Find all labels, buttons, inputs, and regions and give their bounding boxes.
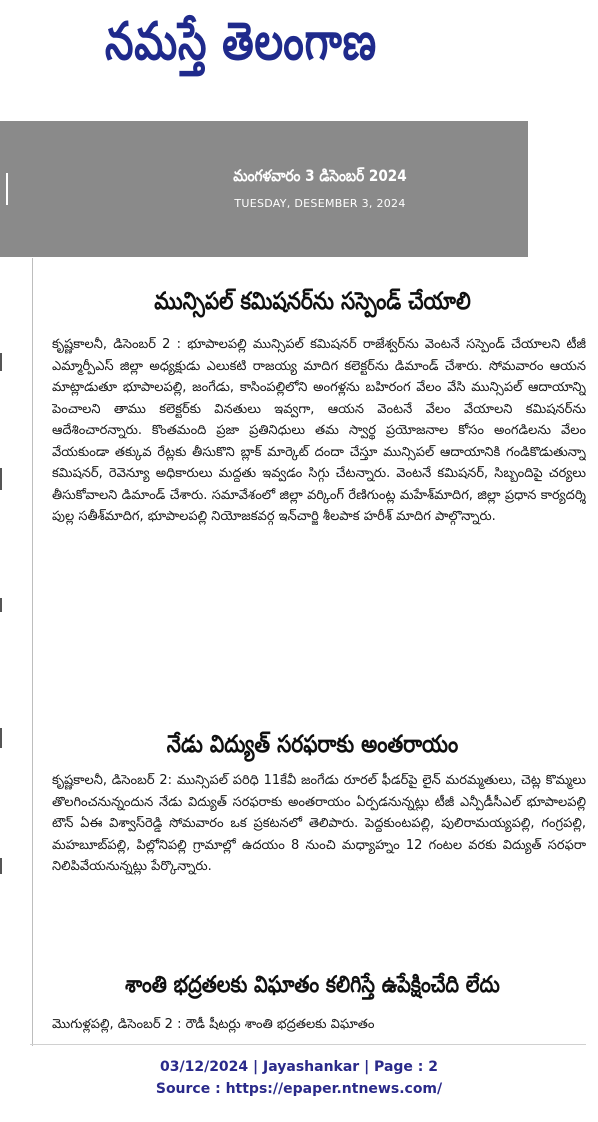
article-2-body: కృష్ణకాలనీ, డిసెంబర్ 2: మున్సిపల్ పరిధి 11కేవీ జంగేడు రూరల్ ఫీడర్‌పై లైన్ మరమ్మతులు, చెట్ల కొమ్మలు తొలగించనున్నందున నేడు విద్యుత్ సరఫరాకు అంతరాయం ఏర్పడనున్నట్లు టీజీ ఎన్పీడీసీఎల్ భూపాలపల్లి టౌన్ ఏఈ విశ్వాస్‌రెడ్డి సోమవారం ఒక ప్రకటనలో తెలిపారు. పెద్దకుంటపల్లి, పులిరామయ్యపల్లి, గంగ్రపల్లి, మహబూబ్‌పల్లి, పిల్లోనిపల్లి గ్రామాల్లో ఉదయం 8 నుంచి మధ్యాహ్నం 12 గంటల వరకు విద్యుత్ సరఫరా నిలిపివేయనున్నట్లు పేర్కొన్నారు.	[52, 773, 586, 874]
newspaper-logo: నమస్తే తెలంగాణ	[105, 12, 377, 72]
footer-edition-line: 03/12/2024 | Jayashankar | Page : 2	[160, 1059, 438, 1075]
edition-date-english: TUESDAY, DESEMBER 3, 2024	[234, 197, 406, 210]
column-divider	[32, 258, 33, 1046]
article-1-headline: మున్సిపల్ కమిషనర్‌ను సస్పెండ్ చేయాలి	[154, 287, 471, 315]
date-band	[0, 121, 528, 257]
adjacent-column-edge	[0, 258, 14, 1048]
article-3-headline: శాంతి భద్రతలకు విఘాతం కలిగిస్తే ఉపేక్షించేది లేదు	[125, 972, 500, 998]
page-bottom-rule	[30, 1044, 586, 1045]
band-marker	[6, 173, 8, 205]
article-3-body: మొగుళ్లపల్లి, డిసెంబర్ 2 : రౌడీ షీటర్లు శాంతి భద్రతలకు విఘాతం	[52, 1017, 375, 1032]
masthead	[0, 0, 598, 118]
article-2-headline: నేడు విద్యుత్ సరఫరాకు అంతరాయం	[166, 730, 459, 758]
footer-source-link[interactable]: Source : https://epaper.ntnews.com/	[155, 1081, 443, 1097]
edition-date-telugu: మంగళవారం 3 డిసెంబర్ 2024	[233, 166, 407, 185]
source-footer	[0, 1056, 598, 1100]
article-1-body: కృష్ణకాలనీ, డిసెంబర్ 2 : భూపాలపల్లి మున్సిపల్ కమిషనర్ రాజేశ్వర్‌ను వెంటనే సస్పెండ్ చేయాలని టీజీ ఎమ్మార్పీఎస్ జిల్లా అధ్యక్షుడు ఎలుకటి రాజయ్య మాదిగ కలెక్టర్‌ను డిమాండ్ చేశారు. సోమవారం ఆయన మాట్లాడుతూ భూపాలపల్లి, జంగేడు, కాసింపల్లిలోని అంగళ్లను బహిరంగ వేలం వేసి మున్సిపల్ ఆదాయాన్ని పెంచాలని తాము కలెక్టర్‌కు వినతులు ఇవ్వగా, ఆయన వెంటనే వేలం వేయాలని కమిషనర్‌ను ఆదేశించారన్నారు. కొంతమంది ప్రజా ప్రతినిధులు తమ స్వార్థ ప్రయోజనాల కోసం అంగడిలను వేలం వేయకుండా తక్కువ రేట్లకు తీసుకొని బ్లాక్ మార్కెట్ దందా చేస్తూ మున్సిపల్ ఆదాయానికి గండికొడుతున్నా కమిషనర్, రెవెన్యూ అధికారులు మద్దతు ఇవ్వడం సిగ్గు చేటన్నారు. వెంటనే కమిషనర్, సిబ్బందిపై చర్యలు తీసుకోవాలని డిమాండ్ చేశారు. సమావేశంలో జిల్లా వర్కింగ్ రేణిగుంట్ల మహేశ్‌మాదిగ, జిల్లా ప్రధాన కార్యదర్శి పుల్ల సతీశ్‌మాదిగ, భూపాలపల్లి నియోజకవర్గ ఇన్‌చార్జి శీలపాక హరీశ్ మాదిగ పాల్గొన్నారు.	[52, 337, 586, 524]
